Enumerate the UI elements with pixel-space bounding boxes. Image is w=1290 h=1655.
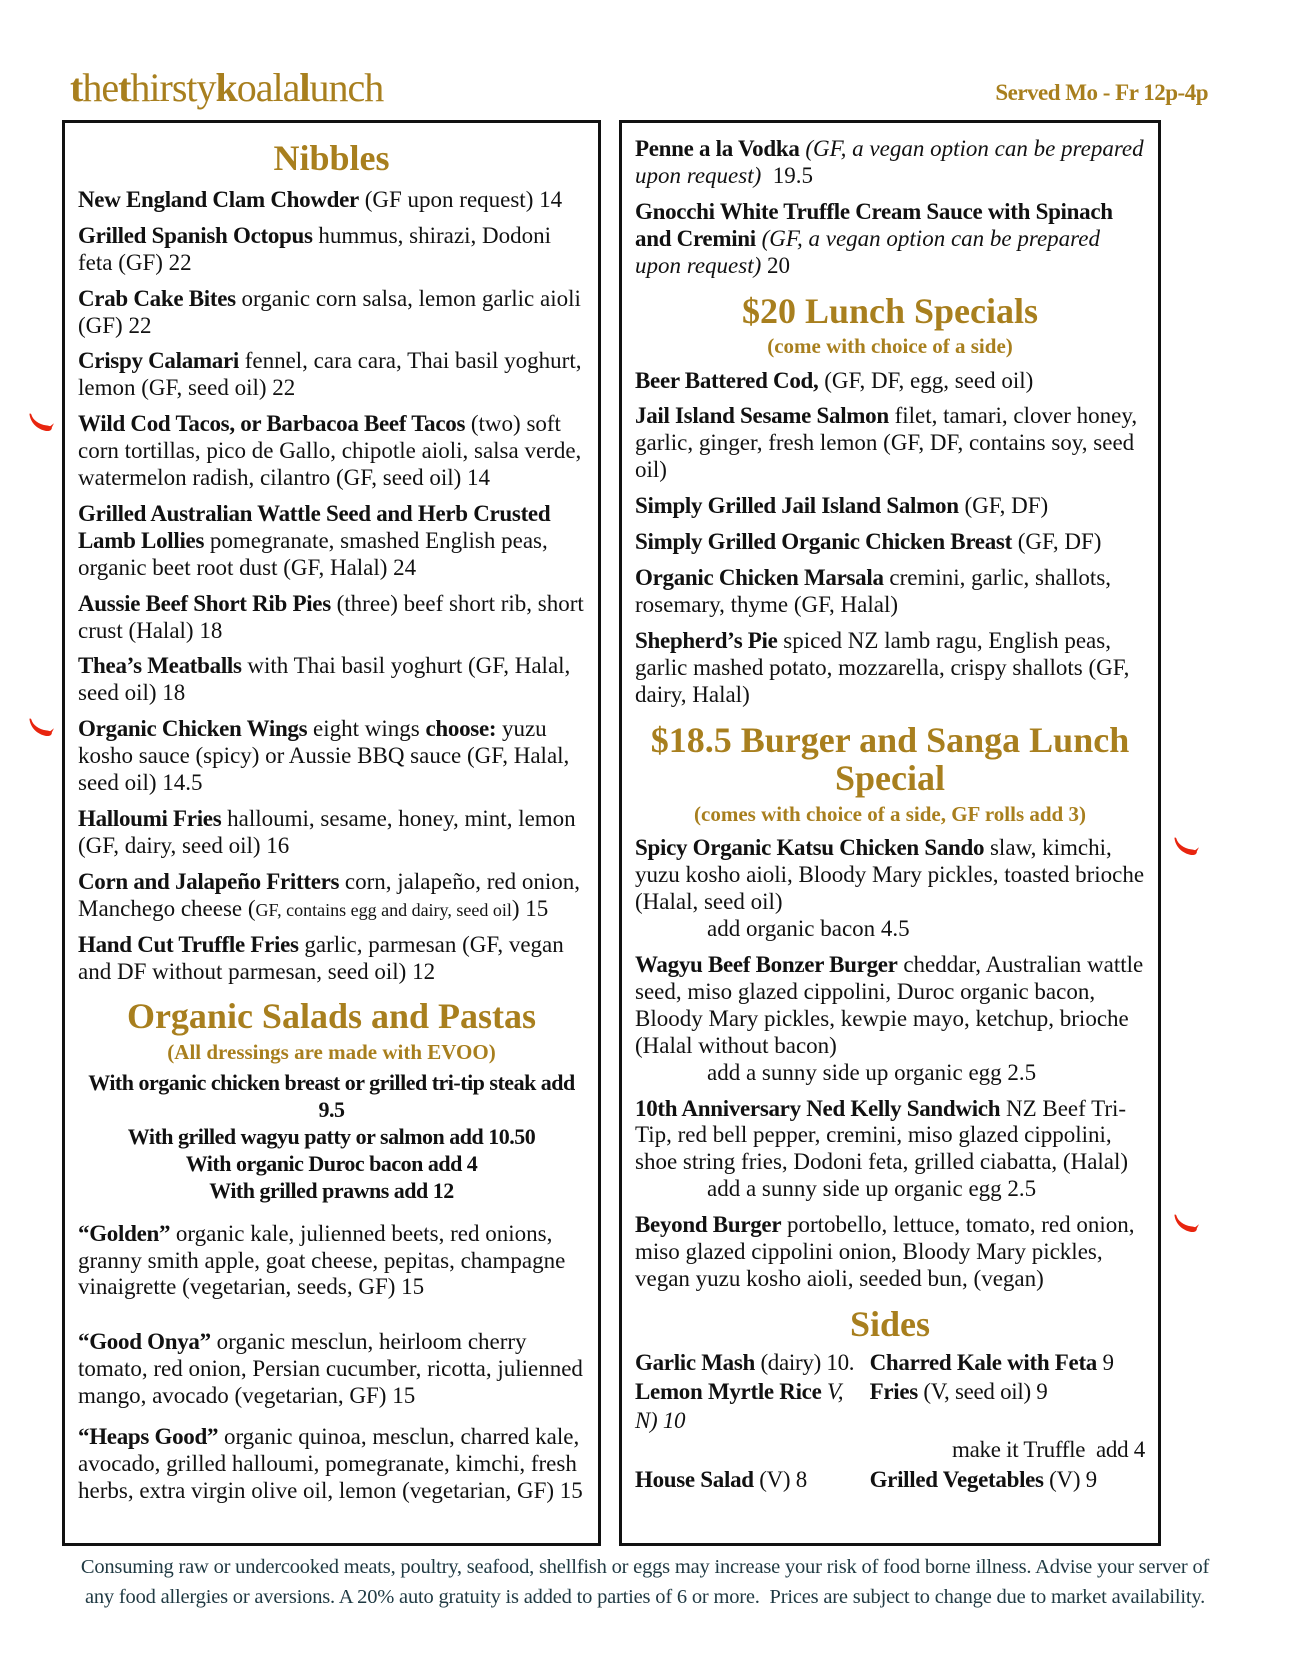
item-text: (GF, a vegan option can be prepared upon request) [635,136,1144,188]
item-text: 19.5 [761,162,814,188]
item-text: filet, tamari, clover honey, garlic, ginger, fresh lemon (GF, DF, contains soy, seed oil) [635,403,1138,483]
item-line [78,591,584,643]
item-text: spiced NZ lamb ragu, English peas, garlic mashed potato, mozzarella, crispy shallots (GF, dairy, Halal) [635,627,1130,707]
item-name: “Golden” [78,1220,171,1246]
menu-item [635,493,1145,520]
menu-item [78,932,585,986]
logo [70,65,384,110]
section-subheading: (All dressings are made with EVOO) [167,1040,496,1065]
item-name: “Heaps Good” [78,1424,219,1450]
item-text: (GF, a vegan option can be prepared upon request) [635,225,1100,278]
item-text: garlic, parmesan (GF, vegan and DF without parmesan, seed oil) 12 [78,931,564,984]
menu-item [635,1212,1145,1293]
section-subheading: (comes with choice of a side, GF rolls add 3) [694,802,1086,827]
item-addon: add organic bacon 4.5 [707,916,910,942]
item-name: Thea’s Meatballs [78,653,242,679]
item-text: hummus, shirazi, Dodoni feta (GF) 22 [78,222,551,275]
logo-word-initial: t [70,65,83,110]
section-heading: $20 Lunch Specials [741,290,1039,331]
menu-item [78,411,585,492]
footer-disclaimer [72,1553,1218,1612]
sides-item [635,1348,870,1377]
item-line [78,653,570,705]
item-name: choose: [425,716,497,742]
chili-icon [1172,837,1199,860]
item-name: Gnocchi White Truffle Cream Sauce with Spinach and Cremini [635,198,1113,251]
served-hours: Served Mo - Fr 12p-4p [995,80,1208,105]
logo-word: he [82,65,119,110]
item-text: 9 [1097,1349,1114,1375]
chili-icon [1172,1214,1199,1237]
item-name: Fries [869,1378,918,1404]
item-text: (V) 8 [753,1466,807,1492]
item-line [78,806,576,858]
item-line [635,565,1111,617]
item-line [78,501,550,580]
item-text: organic mesclun, heirloom cherry tomato, red onion, Persian cucumber, ricotta, julienned mango, avocado (vegetarian, GF) 15 [78,1329,583,1409]
item-line [635,199,1113,278]
sides-row [635,1435,1145,1464]
logo-word-initial: k [215,65,237,110]
sides-item [635,1377,870,1435]
sides-item [870,1465,1145,1494]
item-name: New England Clam Chowder [78,186,359,212]
menu-item [635,628,1145,709]
right-menu-box [619,120,1161,1546]
addon-note: With grilled prawns add 12 [209,1177,454,1203]
item-name: Grilled Spanish Octopus [78,222,313,248]
item-text: with Thai basil yoghurt (GF, Halal, seed oil) 18 [78,653,571,706]
item-text: organic kale, julienned beets, red onions, granny smith apple, goat cheese, pepitas, champagne vinaigrette (vegetarian, seeds, GF) 15 [78,1220,566,1300]
item-addon: add a sunny side up organic egg 2.5 [707,1176,1037,1202]
item-name: Crispy Calamari [78,348,239,374]
sides-row [635,1465,1145,1494]
menu-item [78,716,585,797]
item-name: Beyond Burger [635,1212,782,1238]
logo-word-initial: t [118,65,131,110]
menu-item [635,199,1145,280]
logo-word: hirsty [130,65,216,110]
item-name: Beer Battered Cod, [635,367,819,393]
item-line [635,835,1144,914]
item-name: 10th Anniversary Ned Kelly Sandwich [635,1095,1001,1121]
item-line [635,529,1101,554]
section-heading: Nibbles [273,138,390,178]
item-name: Aussie Beef Short Rib Pies [78,590,331,616]
item-text: make it Truffle add 4 [952,1437,1145,1463]
item-text: ) 15 [511,895,549,921]
item-text: (GF upon request) 14 [358,186,563,212]
item-line [78,187,562,212]
menu-item [78,223,585,277]
footer-line-2: any food allergies or aversions. A 20% auto gratuity is added to parties of 6 or more. Prices are subject to change due to market availability. [84,1585,1205,1608]
item-text: NZ Beef Tri-Tip, red bell pepper, cremini, miso glazed cippolini, shoe string fries, Dodoni feta, grilled ciabatta, (Halal) [635,1095,1129,1175]
sides-item [870,1435,1145,1464]
item-text: (GF, DF) [1011,529,1102,555]
menu-item [78,591,585,645]
item-text: cheddar, Australian wattle seed, miso glazed cippolini, Duroc organic bacon, Bloody Mary pickles, kewpie mayo, ketchup, brioche (Halal without bacon) [635,952,1144,1058]
item-line [78,716,569,795]
menu-item [635,1096,1145,1204]
item-name: Charred Kale with Feta [869,1349,1098,1375]
item-line [78,286,581,338]
menu-item [78,1329,585,1410]
item-text: 20 [761,252,791,278]
item-line [78,932,564,984]
item-line [78,411,581,490]
item-name: Spicy Organic Katsu Chicken Sando [635,835,985,861]
menu-item [78,286,585,340]
menu-item [78,806,585,860]
item-line [635,628,1129,707]
item-line [635,136,1144,188]
item-line [78,348,581,400]
logo-word: unch [309,65,384,110]
header [70,65,1208,110]
logo-word-initial: l [299,65,310,110]
item-line [78,869,580,921]
item-name: Lemon Myrtle Rice [635,1378,822,1404]
item-name: Hand Cut Truffle Fries [78,931,299,957]
item-name: Jail Island Sesame Salmon [635,403,889,429]
item-text: (V) 9 [1043,1466,1097,1492]
item-name: Organic Chicken Marsala [635,564,884,590]
item-text: (three) beef short rib, short crust (Halal) 18 [78,590,584,643]
item-text: corn, jalapeño, red onion, Manchego cheese ( [78,868,580,921]
item-text: cremini, garlic, shallots, rosemary, thyme (GF, Halal) [635,564,1112,617]
sides-item [870,1348,1145,1377]
item-text: pomegranate, smashed English peas, organic beet root dust (GF, Halal) 24 [78,527,548,580]
menu-item [635,136,1145,190]
menu-item [78,187,585,214]
menu-item [635,565,1145,619]
item-line [635,1096,1128,1175]
menu-item [78,1424,585,1505]
item-name: Garlic Mash [635,1349,755,1375]
item-text: portobello, lettuce, tomato, red onion, miso glazed cippolini onion, Bloody Mary pickles, vegan yuzu kosho aioli, seeded bun, (vegan) [635,1212,1135,1291]
menu-item [78,501,585,582]
item-text: fennel, cara cara, Thai basil yoghurt, lemon (GF, seed oil) 22 [78,348,582,401]
item-line [78,1221,565,1300]
item-line [78,1424,583,1503]
addon-note: With organic chicken breast or grilled tri-tip steak add 9.5 [88,1070,575,1123]
sides-item [870,1377,1145,1435]
item-name: Crab Cake Bites [78,285,236,311]
logo-word: oala [236,65,300,110]
addon-note: With grilled wagyu patty or salmon add 10.50 [127,1124,536,1150]
item-text: (V, seed oil) 9 [917,1378,1048,1404]
menu-item [635,368,1145,395]
item-name: “Good Onya” [78,1329,211,1355]
item-text: slaw, kimchi, yuzu kosho aioli, Bloody Mary pickles, toasted brioche (Halal, seed oil) [635,835,1145,915]
menu-columns [62,120,1161,1546]
item-line [635,1212,1134,1291]
item-name: Halloumi Fries [78,806,222,831]
sides-item [635,1435,870,1464]
chili-icon [27,413,54,436]
item-name: Grilled Vegetables [869,1466,1044,1492]
item-text: organic corn salsa, lemon garlic aioli (GF) 22 [78,285,581,338]
section-heading: Organic Salads and Pastas [126,996,537,1037]
item-line [635,368,1033,393]
menu-item [78,653,585,707]
item-text: (two) soft corn tortillas, pico de Gallo, chipotle aioli, salsa verde, watermelon radish, cilantro (GF, seed oil) 14 [78,411,582,491]
menu-item [78,348,585,402]
menu-item [635,529,1145,556]
chili-icon [27,718,54,741]
item-name: Wild Cod Tacos, or Barbacoa Beef Tacos [78,411,466,437]
sides-item [635,1465,870,1494]
item-line [78,1329,583,1408]
item-name: Shepherd’s Pie [635,627,778,653]
item-name: Penne a la Vodka [635,136,800,161]
item-text: yuzu kosho sauce (spicy) or Aussie BBQ sauce (GF, Halal, seed oil) 14.5 [78,716,570,796]
item-name: Corn and Jalapeño Fritters [78,868,340,894]
item-text: V, N) 10 [635,1378,844,1434]
sides-row [635,1377,1145,1435]
left-menu-box [62,120,601,1546]
item-text: (GF, DF, egg, seed oil) [818,367,1034,393]
item-text: (dairy) 10. [755,1349,855,1375]
sides-grid [635,1348,1145,1494]
section-heading: Sides [849,1303,931,1344]
item-name: Simply Grilled Organic Chicken Breast [635,529,1012,555]
item-text: (GF, DF) [958,493,1049,519]
item-text: GF, contains egg and dairy, seed oil [255,899,512,920]
item-name: Wagyu Beef Bonzer Burger [635,952,898,978]
section-subheading: (come with choice of a side) [767,334,1013,359]
footer-line-1: Consuming raw or undercooked meats, poultry, seafood, shellfish or eggs may increase your risk of food borne illness. Advise your server of [80,1556,1210,1578]
item-addon: add a sunny side up organic egg 2.5 [707,1059,1037,1085]
item-text: organic quinoa, mesclun, charred kale, avocado, grilled halloumi, pomegranate, kimchi, fresh herbs, extra virgin olive oil, lemon (vegetarian, GF) 15 [78,1424,583,1503]
sides-row [635,1348,1145,1377]
addon-note: With organic Duroc bacon add 4 [185,1150,478,1176]
item-line [635,493,1048,518]
menu-item [78,869,585,923]
menu-item [635,835,1145,943]
menu-item [635,952,1145,1087]
menu-item [635,403,1145,484]
item-name: Grilled Australian Wattle Seed and Herb Crusted Lamb Lollies [78,500,551,553]
item-text: halloumi, sesame, honey, mint, lemon (GF, dairy, seed oil) 16 [78,806,576,858]
item-name: Organic Chicken Wings [78,716,308,742]
item-line [78,223,551,275]
item-name: Simply Grilled Jail Island Salmon [635,493,959,519]
item-line [635,403,1137,482]
item-line [635,952,1143,1058]
item-name: House Salad [635,1466,754,1492]
item-text: eight wings [307,716,426,742]
menu-item [78,1221,585,1302]
section-heading: $18.5 Burger and Sanga Lunch Special [650,719,1130,799]
